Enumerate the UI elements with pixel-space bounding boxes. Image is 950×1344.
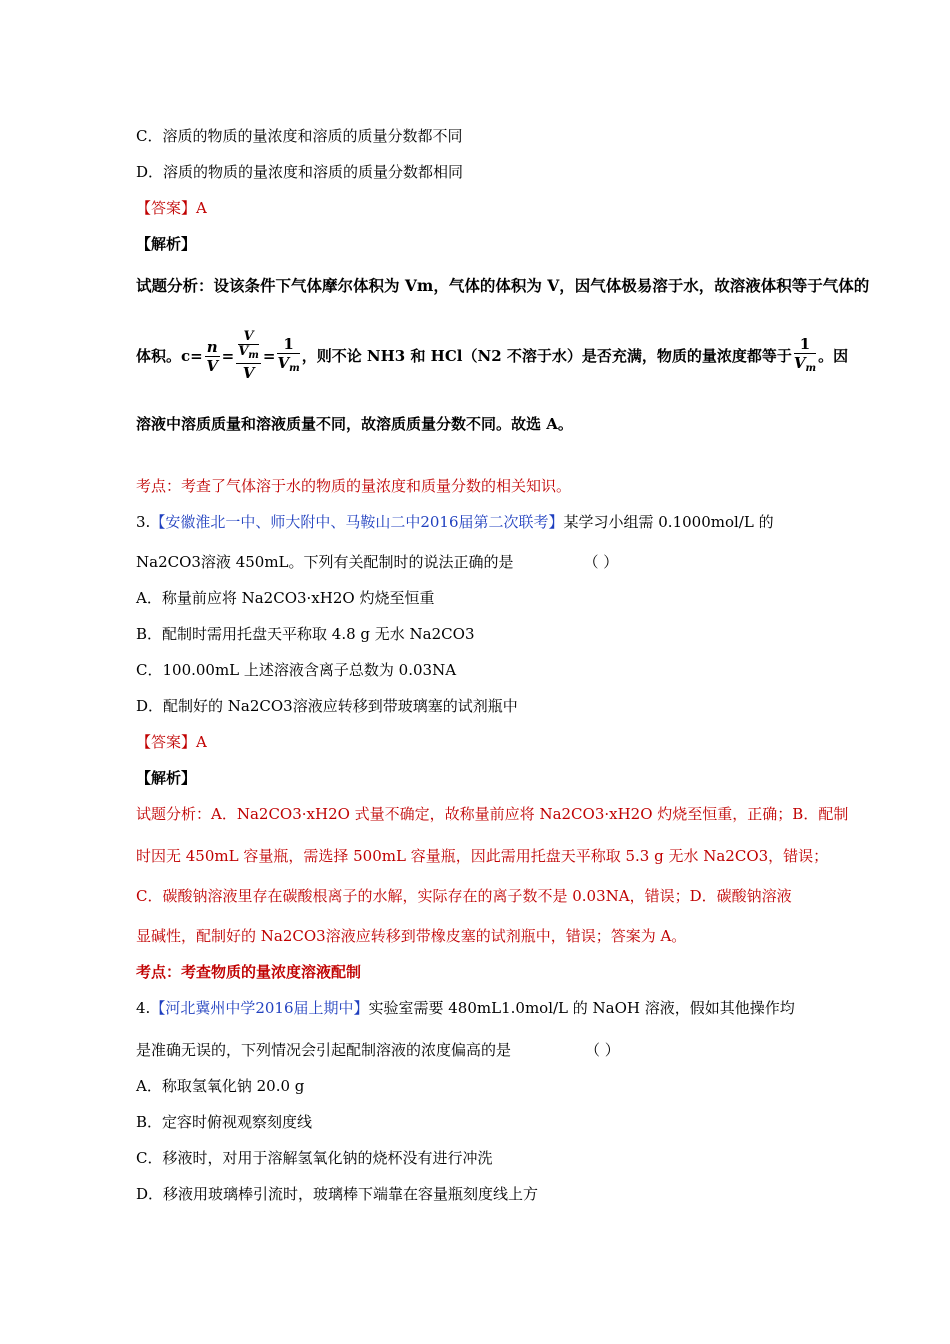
q3-option-a: A．称量前应将 Na2CO3·xH2O 灼烧至恒重	[136, 589, 435, 607]
q2-option-c: C．溶质的物质的量浓度和溶质的质量分数都不同	[136, 127, 463, 145]
q2-option-d: D．溶质的物质的量浓度和溶质的质量分数都相同	[136, 163, 464, 181]
q3-number: 3.	[136, 513, 151, 531]
q3-stem-line2	[136, 552, 618, 572]
q3-option-d: D．配制好的 Na2CO3溶液应转移到带玻璃塞的试剂瓶中	[136, 697, 518, 715]
q2-analysis-line2-post: 。因	[818, 347, 849, 365]
q3-analysis-3: C．碳酸钠溶液里存在碳酸根离子的水解，实际存在的离子数不是 0.03NA，错误；D．碳酸钠溶液	[136, 887, 792, 905]
q3-option-c: C．100.00mL 上述溶液含离子总数为 0.03NA	[136, 661, 457, 679]
q3-stem-1: 某学习小组需 0.1000mol/L 的	[563, 513, 774, 531]
q3-stem-line1	[136, 512, 774, 532]
formula-compound-fraction: $\frac{\frac{V}{V_m}}{V}$	[238, 329, 259, 382]
q4-source: 【河北冀州中学2016届上期中】	[150, 999, 369, 1017]
q3-source: 【安徽淮北一中、师大附中、马鞍山二中2016届第二次联考】	[150, 513, 564, 531]
q3-analysis-4: 显碱性，配制好的 Na2CO3溶液应转移到带橡皮塞的试剂瓶中，错误；答案为 A。	[136, 927, 687, 945]
q2-analysis-line3: 溶液中溶质质量和溶液质量不同，故溶质质量分数不同。故选 A。	[136, 415, 573, 433]
q2-answer: 【答案】A	[136, 199, 207, 217]
q4-number: 4.	[136, 999, 151, 1017]
q3-paren: （ ）	[583, 553, 619, 571]
q4-stem-line1	[136, 998, 795, 1018]
formula-one-over-vm-2: $\frac{1}{V_m}$	[793, 334, 817, 374]
q4-stem-1: 实验室需要 480mL1.0mol/L 的 NaOH 溶液，假如其他操作均	[368, 999, 795, 1017]
formula-n-over-v: $\frac{n}{V}$	[206, 337, 218, 375]
q3-stem-2: Na2CO3溶液 450mL。下列有关配制时的说法正确的是	[136, 553, 514, 571]
q4-option-d: D．移液用玻璃棒引流时，玻璃棒下端靠在容量瓶刻度线上方	[136, 1185, 539, 1203]
q2-analysis-line2: 体积。c= $\frac{n}{V}$ = $\frac{\frac{V}{V_m}}{V}$ = $\frac{1}{V_m}$ ，则不论 NH3 和 HCl（N2 不溶于水）是否充满，物质的量浓度都等于 $\frac{1}{V_m}$ 。因	[136, 329, 849, 382]
q4-option-a: A．称取氢氧化钠 20.0 g	[136, 1077, 305, 1095]
q2-analysis-heading: 【解析】	[136, 235, 197, 253]
q2-analysis-line2-mid: ，则不论 NH3 和 HCl（N2 不溶于水）是否充满，物质的量浓度都等于	[301, 347, 792, 365]
q3-analysis-1: 试题分析：A．Na2CO3·xH2O 式量不确定，故称量前应将 Na2CO3·xH2O 灼烧至恒重，正确；B．配制	[136, 805, 849, 823]
q4-option-c: C．移液时，对用于溶解氢氧化钠的烧杯没有进行冲洗	[136, 1149, 493, 1167]
q2-analysis-line1: 试题分析：设该条件下气体摩尔体积为 Vm，气体的体积为 V，因气体极易溶于水，故溶液体积等于气体的	[136, 276, 870, 295]
q3-analysis-2: 时因无 450mL 容量瓶，需选择 500mL 容量瓶，因此需用托盘天平称取 5.3 g 无水 Na2CO3，错误；	[136, 847, 829, 865]
q3-analysis-heading: 【解析】	[136, 769, 197, 787]
formula-one-over-vm: $\frac{1}{V_m}$	[277, 334, 300, 374]
q3-answer: 【答案】A	[136, 733, 207, 751]
q3-kaodian: 考点：考查物质的量浓度溶液配制	[136, 963, 362, 981]
q4-option-b: B．定容时俯视观察刻度线	[136, 1113, 313, 1131]
q4-paren: （ ）	[585, 1041, 620, 1059]
q3-option-b: B．配制时需用托盘天平称取 4.8 g 无水 Na2CO3	[136, 625, 475, 643]
q2-kaodian: 考点：考查了气体溶于水的物质的量浓度和质量分数的相关知识。	[136, 477, 572, 495]
q4-stem-line2	[136, 1040, 620, 1060]
q2-analysis-line2-pre: 体积。c=	[136, 347, 203, 365]
q4-stem-2: 是准确无误的，下列情况会引起配制溶液的浓度偏高的是	[136, 1041, 512, 1059]
